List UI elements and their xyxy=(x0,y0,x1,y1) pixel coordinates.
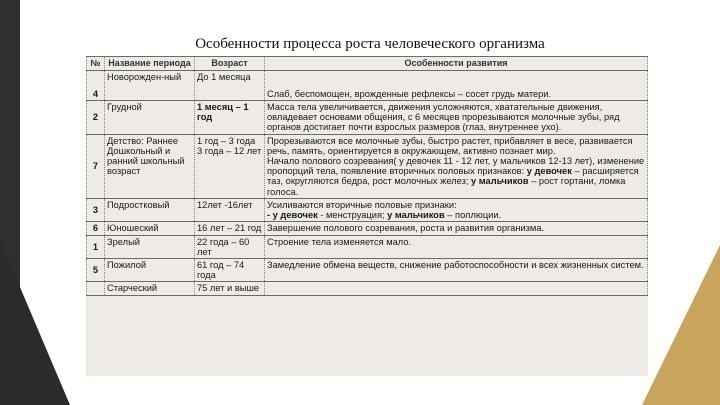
row-features: Строение тела изменяется мало. xyxy=(265,235,648,258)
boys-text: – поллюции. xyxy=(447,210,502,221)
row-num: 4 xyxy=(87,70,105,100)
row-num: 3 xyxy=(87,198,105,221)
table-header-row xyxy=(87,57,648,71)
slide-title: Особенности процесса роста человеческого организма xyxy=(195,36,545,52)
row-period: Новорожден-ный xyxy=(105,70,195,100)
row-age: 16 лет – 21 год xyxy=(195,222,265,235)
development-periods-table xyxy=(86,56,648,296)
boys-label: у мальчиков xyxy=(387,210,445,221)
header-features: Особенности развития xyxy=(265,57,648,71)
row-features: Замедление обмена веществ, снижение работоспособности и всех жизненных систем. xyxy=(265,258,648,281)
table-row xyxy=(87,282,648,295)
row-period: Подростковый xyxy=(105,198,195,221)
row-features: Завершение полового созревания, роста и развития организма. xyxy=(265,222,648,235)
row-age: 22 года – 60 лет xyxy=(195,235,265,258)
scanned-table-image xyxy=(86,56,648,376)
row-num: 1 xyxy=(87,235,105,258)
row-age: 12лет -16лет xyxy=(195,198,265,221)
girls-text: - менструация; xyxy=(320,210,385,221)
boys-label: у мальчиков xyxy=(471,176,529,187)
row-features xyxy=(265,198,648,221)
row-features: Слаб, беспомощен, врожденные рефлексы – сосет грудь матери. xyxy=(265,70,648,100)
table-row xyxy=(87,134,648,198)
table-row xyxy=(87,70,648,100)
row-age: До 1 месяца xyxy=(195,70,265,100)
table-row xyxy=(87,235,648,258)
table-row xyxy=(87,198,648,221)
boys-text: – рост гортани, ломка голоса. xyxy=(267,176,626,197)
row-age: 61 год – 74 года xyxy=(195,258,265,281)
row-age: 1 год – 3 года 3 года – 12 лет xyxy=(195,134,265,198)
table-row xyxy=(87,100,648,134)
table-row xyxy=(87,222,648,235)
row-features-part-a: Прорезываются все молочные зубы, быстро растет, прибавляет в весе, развивается речь, память, ориентируется в окружающем, активно познает мир. xyxy=(267,135,633,156)
row-features xyxy=(265,282,648,295)
bottom-right-corner-shape xyxy=(642,245,720,405)
girls-text: – расширяется таз, округляются бедра, рост молочных желез; xyxy=(267,166,639,187)
row-period: Зрелый xyxy=(105,235,195,258)
row-num: 2 xyxy=(87,100,105,134)
header-period: Название периода xyxy=(105,57,195,71)
row-period: Юношеский xyxy=(105,222,195,235)
row-num: 6 xyxy=(87,222,105,235)
girls-label: - у девочек xyxy=(267,210,318,221)
row-features: Масса тела увеличивается, движения усложняются, хватательные движения, овладевает основами общения, с 6 месяцев прорезываются молочные зубы, ряд органов достигает почти взрослых размеров (глаз, внутреннее ухо). xyxy=(265,100,648,134)
row-num: 7 xyxy=(87,134,105,198)
girls-label: у девочек xyxy=(526,166,572,177)
row-num xyxy=(87,282,105,295)
bottom-left-corner-shape xyxy=(0,240,70,405)
row-features-part-b: Начало полового созревания( у девочек 11 - 12 лет, у мальчиков 12-13 лет), изменение пропорций тела, появление вторичных половых признаков: xyxy=(267,155,645,177)
row-period: Грудной xyxy=(105,100,195,134)
row-features xyxy=(265,134,648,198)
row-period: Старческий xyxy=(105,282,195,295)
row-num: 5 xyxy=(87,258,105,281)
row-age: 75 лет и выше xyxy=(195,282,265,295)
header-num: № xyxy=(87,57,105,71)
row-features-part-a: Усиливаются вторичные половые признаки: xyxy=(267,199,457,210)
table-row xyxy=(87,258,648,281)
row-period: Пожилой xyxy=(105,258,195,281)
row-age: 1 месяц – 1 год xyxy=(195,100,265,134)
row-period: Детство: Раннее Дошкольный и ранний школьный возраст xyxy=(105,134,195,198)
header-age: Возраст xyxy=(195,57,265,71)
